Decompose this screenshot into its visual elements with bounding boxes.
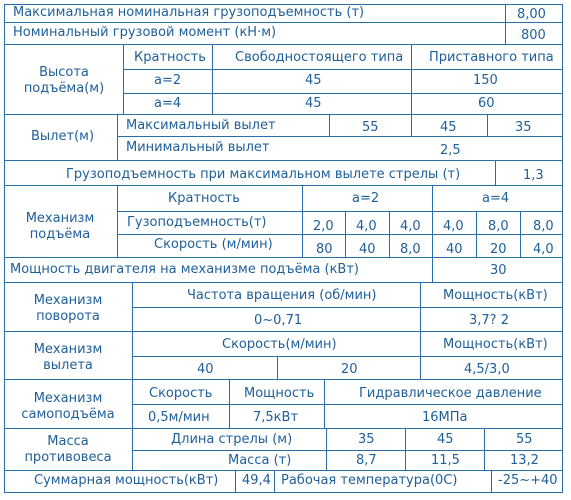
- rule: [4, 160, 563, 161]
- rule: [329, 114, 330, 136]
- rule: [495, 160, 496, 185]
- rule: [4, 282, 563, 283]
- hoist-speed-2: 40: [359, 242, 376, 257]
- trolley-power-value: 4,5/3,0: [464, 362, 510, 377]
- rule: [123, 69, 563, 70]
- height-col-free: Свободностоящего типа: [235, 50, 404, 65]
- max-capacity-label: Максимальная номинальная грузоподъемность (т): [13, 5, 365, 20]
- rule: [132, 356, 563, 357]
- height-col-mult: Кратность: [134, 50, 206, 65]
- rule: [4, 4, 5, 493]
- hoist-power-label: Мощность двигателя на механизме подъёма (кВт): [10, 262, 359, 277]
- rule: [229, 379, 230, 428]
- rule: [117, 136, 563, 137]
- counterweight-boom-label: Длина стрелы (м): [171, 432, 293, 447]
- total-power-value: 49,4: [242, 473, 271, 488]
- total-power-label: Суммарная мощность(кВт): [34, 473, 219, 488]
- cap-max-value: 1,3: [523, 168, 544, 183]
- hoist-cap-2: 4,0: [356, 219, 377, 234]
- climb-power-label: Мощность: [244, 386, 315, 401]
- rule: [432, 185, 433, 257]
- rule: [476, 211, 477, 257]
- rule: [4, 114, 563, 115]
- reach-max-label: Максимальный вылет: [126, 118, 276, 133]
- hoist-cap-3: 4,0: [400, 219, 421, 234]
- rule: [345, 211, 346, 257]
- max-capacity-value: 8,00: [517, 7, 546, 22]
- reach-min-label: Минимальный вылет: [126, 140, 270, 155]
- rule: [4, 428, 563, 429]
- rule: [235, 470, 236, 492]
- hoist-cap-label: Гузоподъемность(т): [127, 215, 267, 230]
- rule: [4, 22, 563, 23]
- slew-label: Механизм поворота: [33, 293, 103, 324]
- rule: [4, 331, 563, 332]
- climb-hyd-value: 16МПа: [422, 410, 468, 425]
- hoist-cap-5: 8,0: [488, 219, 509, 234]
- hoist-speed-4: 40: [446, 242, 463, 257]
- rule: [4, 185, 563, 186]
- rule: [117, 211, 563, 212]
- height-row2-free: 45: [305, 96, 322, 111]
- trolley-speed-label: Скорость(м/мин): [222, 337, 337, 352]
- rule: [123, 93, 563, 94]
- rule: [132, 307, 563, 308]
- climb-hyd-label: Гидравлическое давление: [359, 386, 542, 401]
- cap-max-label: Грузоподъемность при максимальном вылете стрелы (т): [66, 167, 461, 182]
- rule: [212, 44, 213, 114]
- slew-freq-value: 0~0,71: [254, 313, 303, 328]
- rule: [4, 257, 563, 258]
- hoist-cap-4: 4,0: [443, 219, 464, 234]
- hoist-speed-1: 80: [316, 242, 333, 257]
- climb-speed-value: 0,5м/мин: [148, 410, 210, 425]
- reach-max-value-1: 55: [362, 120, 379, 135]
- reach-max-value-2: 45: [440, 120, 457, 135]
- rule: [132, 404, 563, 405]
- rule: [132, 450, 563, 451]
- counterweight-label: Масса противовеса: [24, 434, 112, 465]
- hoist-mult-label: Кратность: [168, 191, 240, 206]
- rule: [274, 470, 275, 492]
- rule: [123, 44, 124, 114]
- rule: [411, 114, 412, 136]
- load-moment-value: 800: [521, 28, 546, 43]
- rule: [405, 428, 406, 470]
- rule: [277, 356, 278, 379]
- counterweight-mass-label: Масса (т): [228, 453, 292, 468]
- rule: [411, 44, 412, 114]
- hoist-speed-5: 20: [490, 242, 507, 257]
- height-col-attach: Приставного типа: [429, 50, 554, 65]
- rule: [487, 114, 488, 136]
- temp-value: -25~+40: [498, 473, 558, 488]
- slew-power-value: 3,7? 2: [469, 313, 509, 328]
- slew-power-label: Мощность(кВт): [443, 288, 548, 303]
- height-row2-mult: a=4: [154, 96, 182, 111]
- rule: [302, 185, 303, 257]
- rule: [117, 185, 118, 257]
- load-moment-label: Номинальный грузовой момент (кН·м): [13, 25, 277, 40]
- temp-label: Рабочая температура(0С): [281, 473, 458, 488]
- hoist-cap-6: 8,0: [533, 219, 554, 234]
- climb-power-value: 7,5кВт: [253, 410, 299, 425]
- hoist-label: Механизм подъёма: [25, 211, 95, 242]
- rule: [389, 211, 390, 257]
- rule: [117, 114, 118, 160]
- counterweight-boom-3: 55: [516, 432, 533, 447]
- climb-label: Механизм самоподъёма: [21, 391, 115, 422]
- hoist-speed-6: 4,0: [533, 242, 554, 257]
- hoist-a2: a=2: [352, 191, 380, 206]
- hoist-power-value: 30: [490, 263, 507, 278]
- rule: [484, 428, 485, 470]
- reach-min-value: 2,5: [440, 143, 461, 158]
- rule: [562, 4, 563, 493]
- rule: [4, 44, 563, 45]
- rule: [132, 282, 133, 470]
- rule: [491, 470, 492, 492]
- trolley-speed-2: 20: [341, 362, 358, 377]
- rule: [432, 257, 433, 282]
- reach-max-value-3: 35: [515, 120, 532, 135]
- trolley-speed-1: 40: [197, 362, 214, 377]
- hoist-speed-label: Скорость (м/мин): [154, 237, 273, 252]
- rule: [505, 4, 506, 44]
- slew-freq-label: Частота вращения (об/мин): [187, 288, 377, 303]
- hoist-a4: a=4: [482, 191, 510, 206]
- rule: [520, 211, 521, 257]
- height-row1-free: 45: [305, 73, 322, 88]
- height-row2-attach: 60: [478, 96, 495, 111]
- counterweight-mass-1: 8,7: [356, 453, 377, 468]
- counterweight-boom-1: 35: [358, 432, 375, 447]
- rule: [420, 282, 421, 379]
- hoist-speed-3: 8,0: [400, 242, 421, 257]
- height-label: Высота подъёма(м): [23, 65, 105, 96]
- counterweight-boom-2: 45: [437, 432, 454, 447]
- rule: [324, 379, 325, 428]
- rule: [4, 379, 563, 380]
- counterweight-mass-3: 13,2: [510, 453, 539, 468]
- rule: [4, 470, 563, 471]
- hoist-cap-1: 2,0: [313, 219, 334, 234]
- climb-speed-label: Скорость: [149, 386, 213, 401]
- counterweight-mass-2: 11,5: [431, 453, 460, 468]
- rule: [4, 492, 563, 493]
- reach-label: Вылет(м): [31, 129, 95, 144]
- height-row1-mult: a=2: [154, 73, 182, 88]
- trolley-power-label: Мощность(кВт): [443, 337, 548, 352]
- trolley-label: Механизм вылета: [33, 342, 103, 373]
- height-row1-attach: 150: [473, 73, 498, 88]
- rule: [326, 428, 327, 470]
